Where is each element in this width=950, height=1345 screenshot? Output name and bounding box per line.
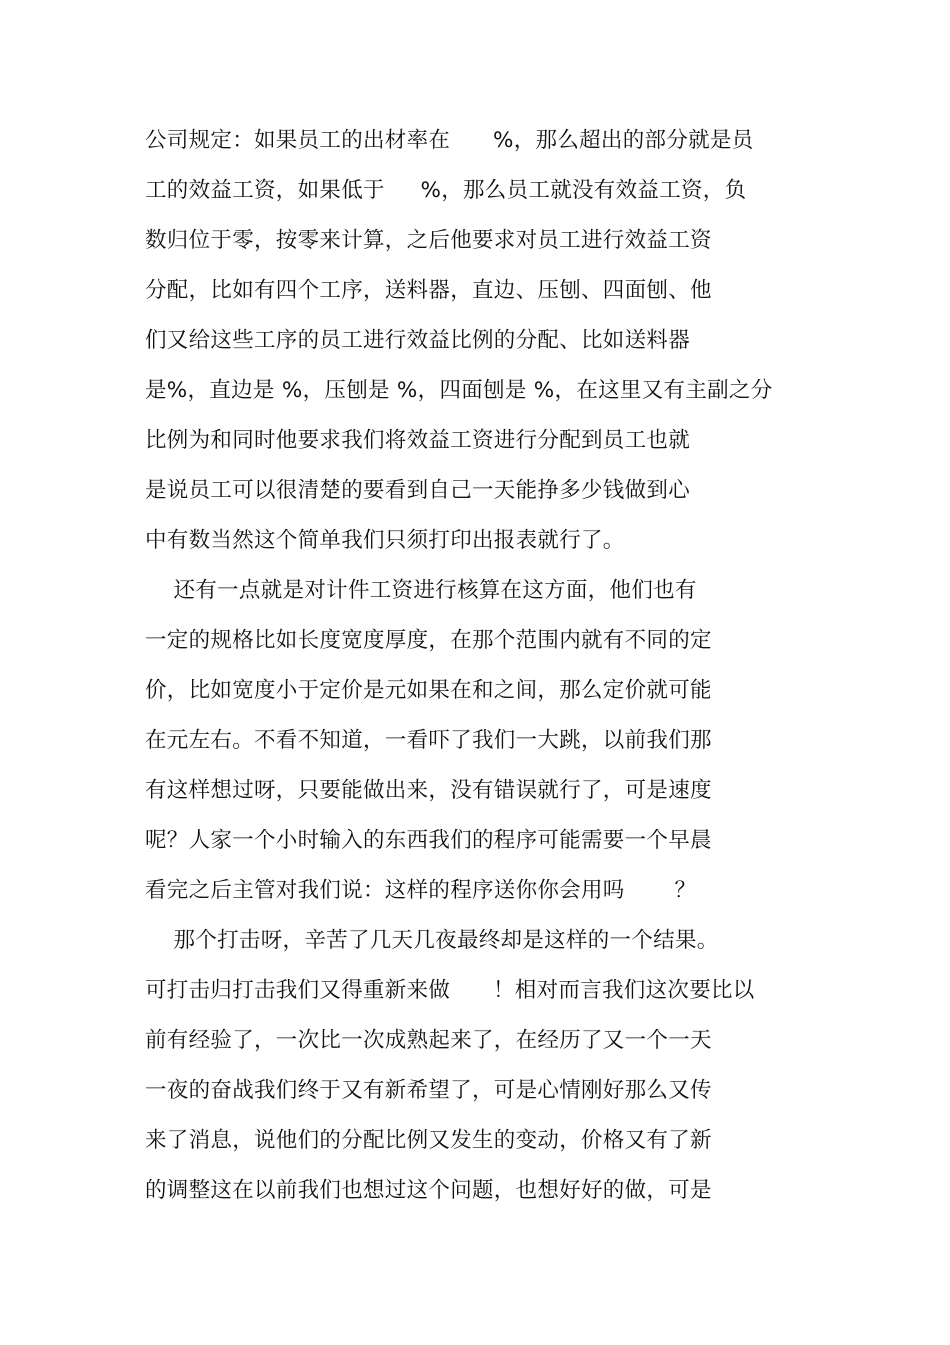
text-line: 是说员工可以很清楚的要看到自己一天能挣多少钱做到心 xyxy=(145,478,691,503)
text-line: 一定的规格比如长度宽度厚度，在那个范围内就有不同的定 xyxy=(145,628,712,653)
text-line: 中有数当然这个简单我们只须打印出报表就行了。 xyxy=(145,528,625,553)
text-line: 看完之后主管对我们说：这样的程序送你你会用吗 ？ xyxy=(145,878,697,903)
text-line: 在元左右。不看不知道，一看吓了我们一大跳，以前我们那 xyxy=(145,728,712,753)
text-line: 是%，直边是 %，压刨是 %，四面刨是 %，在这里又有主副之分 xyxy=(145,378,773,403)
text-line: 们又给这些工序的员工进行效益比例的分配、比如送料器 xyxy=(145,328,691,353)
text-line: 有这样想过呀，只要能做出来，没有错误就行了，可是速度 xyxy=(145,778,712,803)
text-line: 价，比如宽度小于定价是元如果在和之间，那么定价就可能 xyxy=(145,678,712,703)
text-line: 数归位于零，按零来计算，之后他要求对员工进行效益工资 xyxy=(145,228,712,253)
text-line: 的调整这在以前我们也想过这个问题，也想好好的做，可是 xyxy=(145,1178,712,1203)
text-line: 那个打击呀，辛苦了几天几夜最终却是这样的一个结果。 xyxy=(145,928,719,953)
text-line: 工的效益工资，如果低于 %，那么员工就没有效益工资，负 xyxy=(145,178,747,203)
text-line: 分配，比如有四个工序，送料器，直边、压刨、四面刨、他 xyxy=(145,278,712,303)
text-line: 公司规定：如果员工的出材率在 %，那么超出的部分就是员 xyxy=(145,128,754,153)
text-line: 一夜的奋战我们终于又有新希望了，可是心情刚好那么又传 xyxy=(145,1078,712,1103)
text-line: 还有一点就是对计件工资进行核算在这方面，他们也有 xyxy=(145,578,697,603)
text-line: 可打击归打击我们又得重新来做 ！相对而言我们这次要比以 xyxy=(145,978,755,1003)
text-line: 比例为和同时他要求我们将效益工资进行分配到员工也就 xyxy=(145,428,691,453)
text-line: 前有经验了，一次比一次成熟起来了，在经历了又一个一天 xyxy=(145,1028,712,1053)
text-line: 呢？人家一个小时输入的东西我们的程序可能需要一个早晨 xyxy=(145,828,712,853)
text-line: 来了消息，说他们的分配比例又发生的变动，价格又有了新 xyxy=(145,1128,712,1153)
